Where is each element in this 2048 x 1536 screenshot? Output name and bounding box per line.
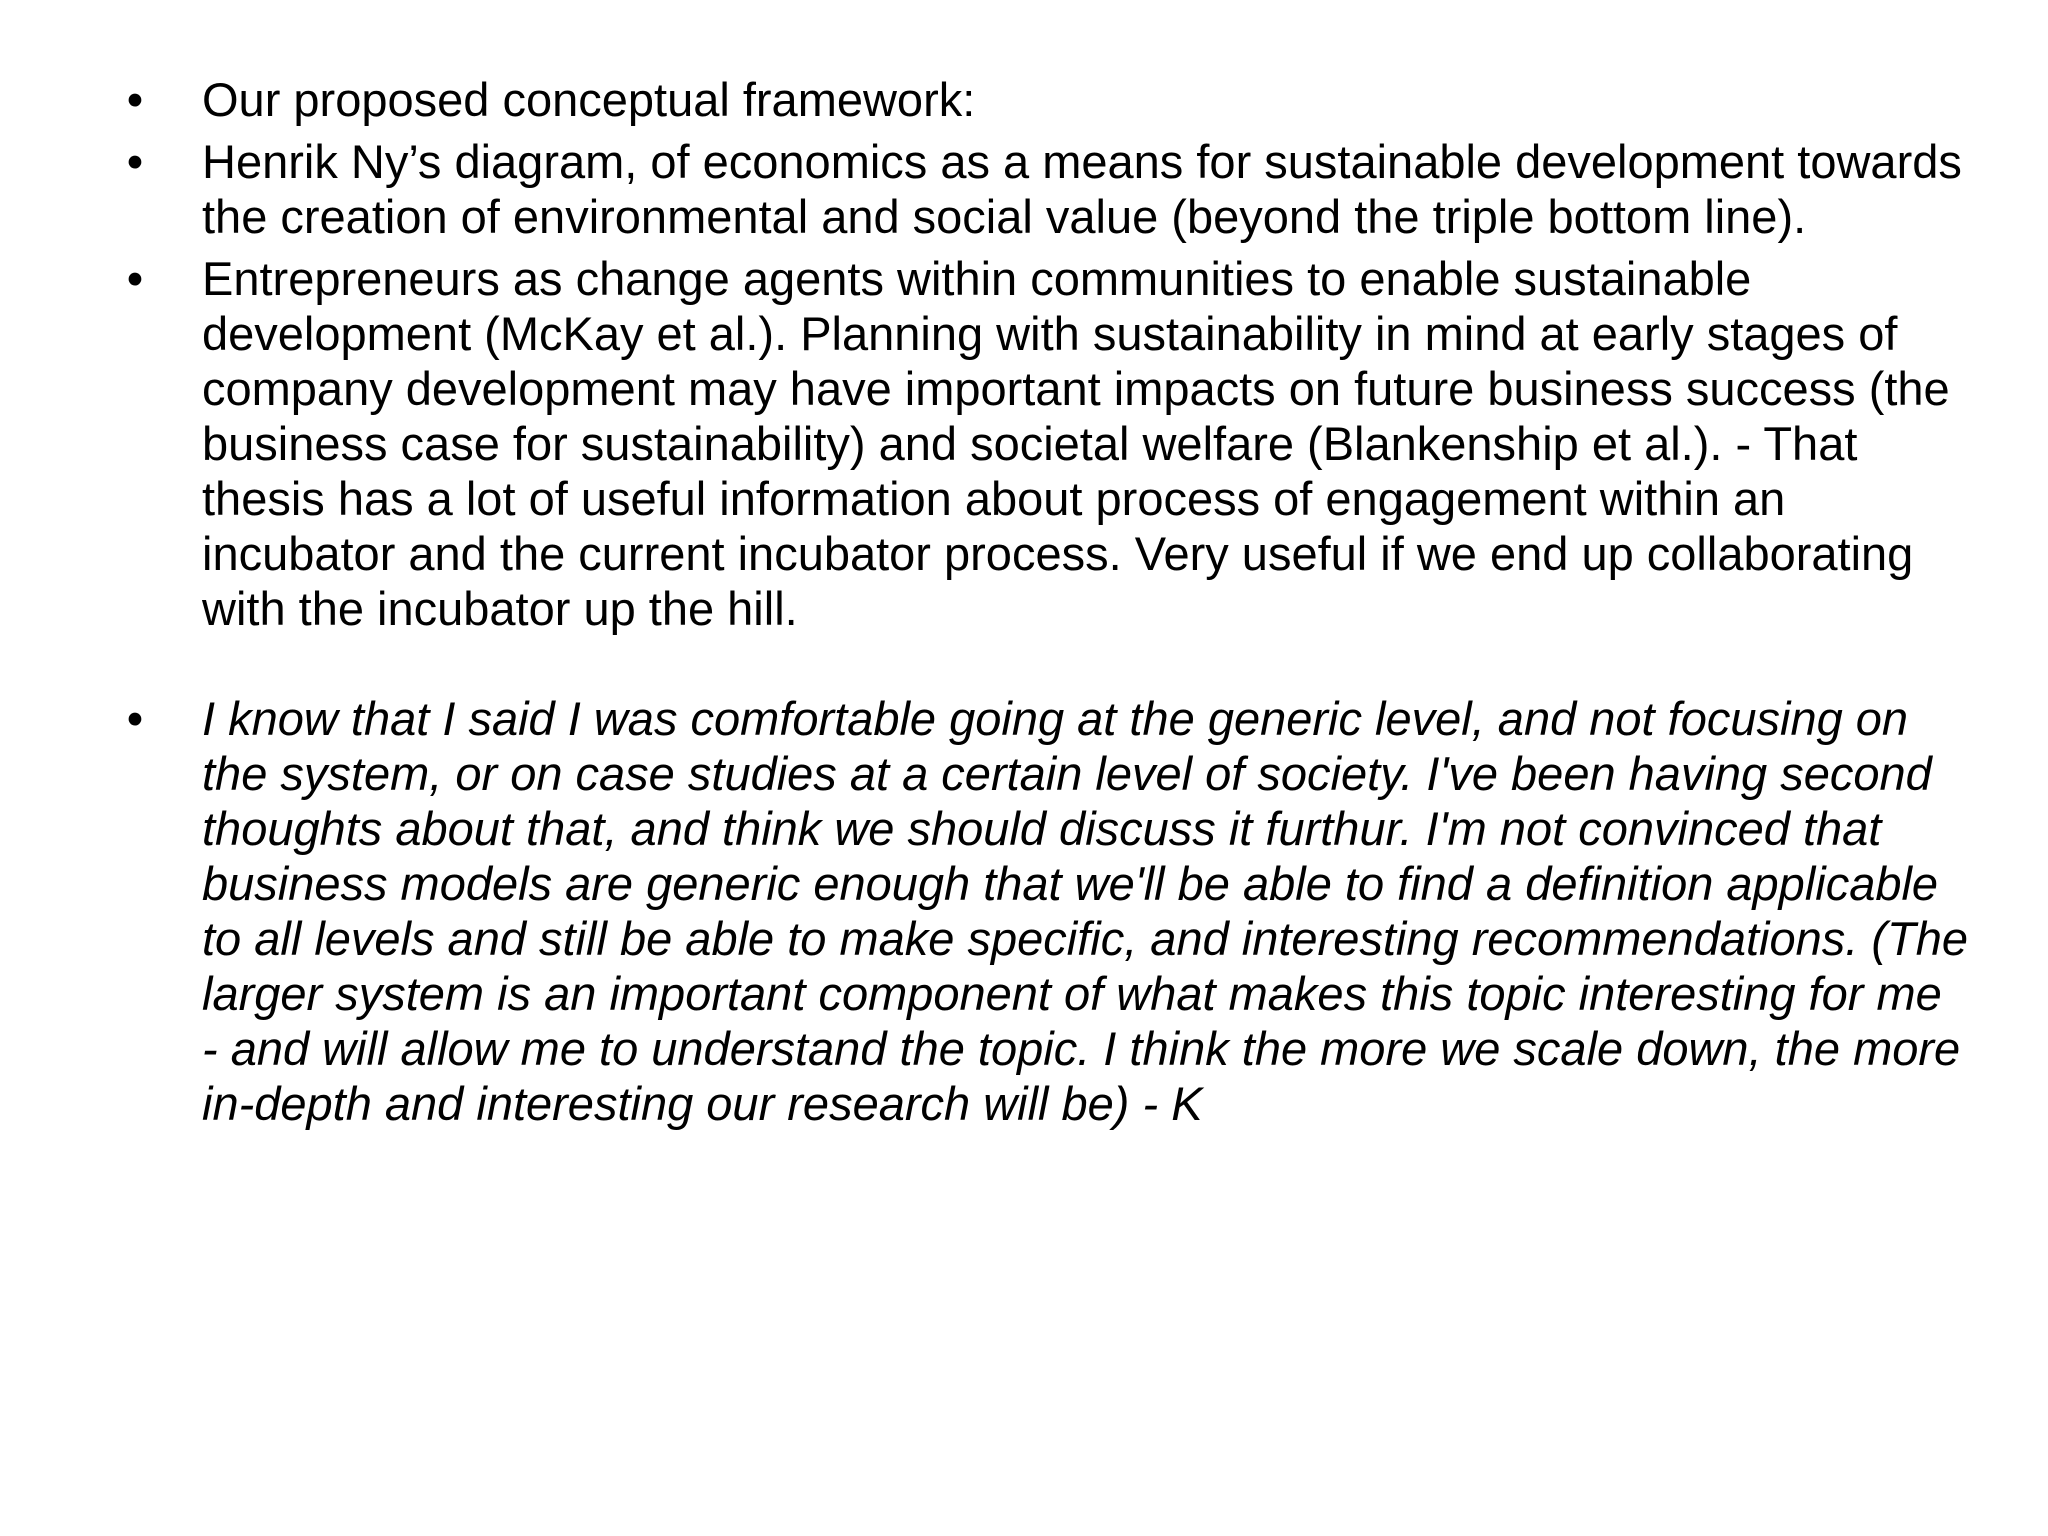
- bullet-icon: •: [126, 135, 144, 188]
- bullet-item-comment: [120, 691, 1970, 1131]
- bullet-text: Our proposed conceptual framework:: [202, 73, 976, 126]
- bullet-item-framework: [120, 72, 1970, 127]
- bullet-icon: •: [126, 692, 144, 745]
- bullet-icon: •: [126, 73, 144, 126]
- bullet-item-henrik-ny: [120, 134, 1970, 244]
- bullet-text: Henrik Ny’s diagram, of economics as a means for sustainable development towards the creation of environmental and social value (beyond the triple bottom line).: [202, 135, 1962, 243]
- bullet-item-entrepreneurs: [120, 251, 1970, 636]
- comment-text: I know that I said I was comfortable going at the generic level, and not focusing on the system, or on case studies at a certain level of society. I've been having second thoughts about that, and think we should discuss it furthur. I'm not convinced that business models are generic enough that we'll be able to find a definition applicable to all levels and still be able to make specific, and interesting recommendations. (The larger system is an important component of what makes this topic interesting for me - and will allow me to understand the topic. I think the more we scale down, the more in-depth and interesting our research will be) - K: [202, 692, 1969, 1130]
- bullet-list: [120, 72, 1970, 1138]
- bullet-icon: •: [126, 252, 144, 305]
- bullet-text: Entrepreneurs as change agents within communities to enable sustainable development (McKay et al.). Planning with sustainability in mind at early stages of company development may have important impacts on future business success (the business case for sustainability) and societal welfare (Blankenship et al.). - That thesis has a lot of useful information about process of engagement within an incubator and the current incubator process. Very useful if we end up collaborating with the incubator up the hill.: [202, 252, 1950, 635]
